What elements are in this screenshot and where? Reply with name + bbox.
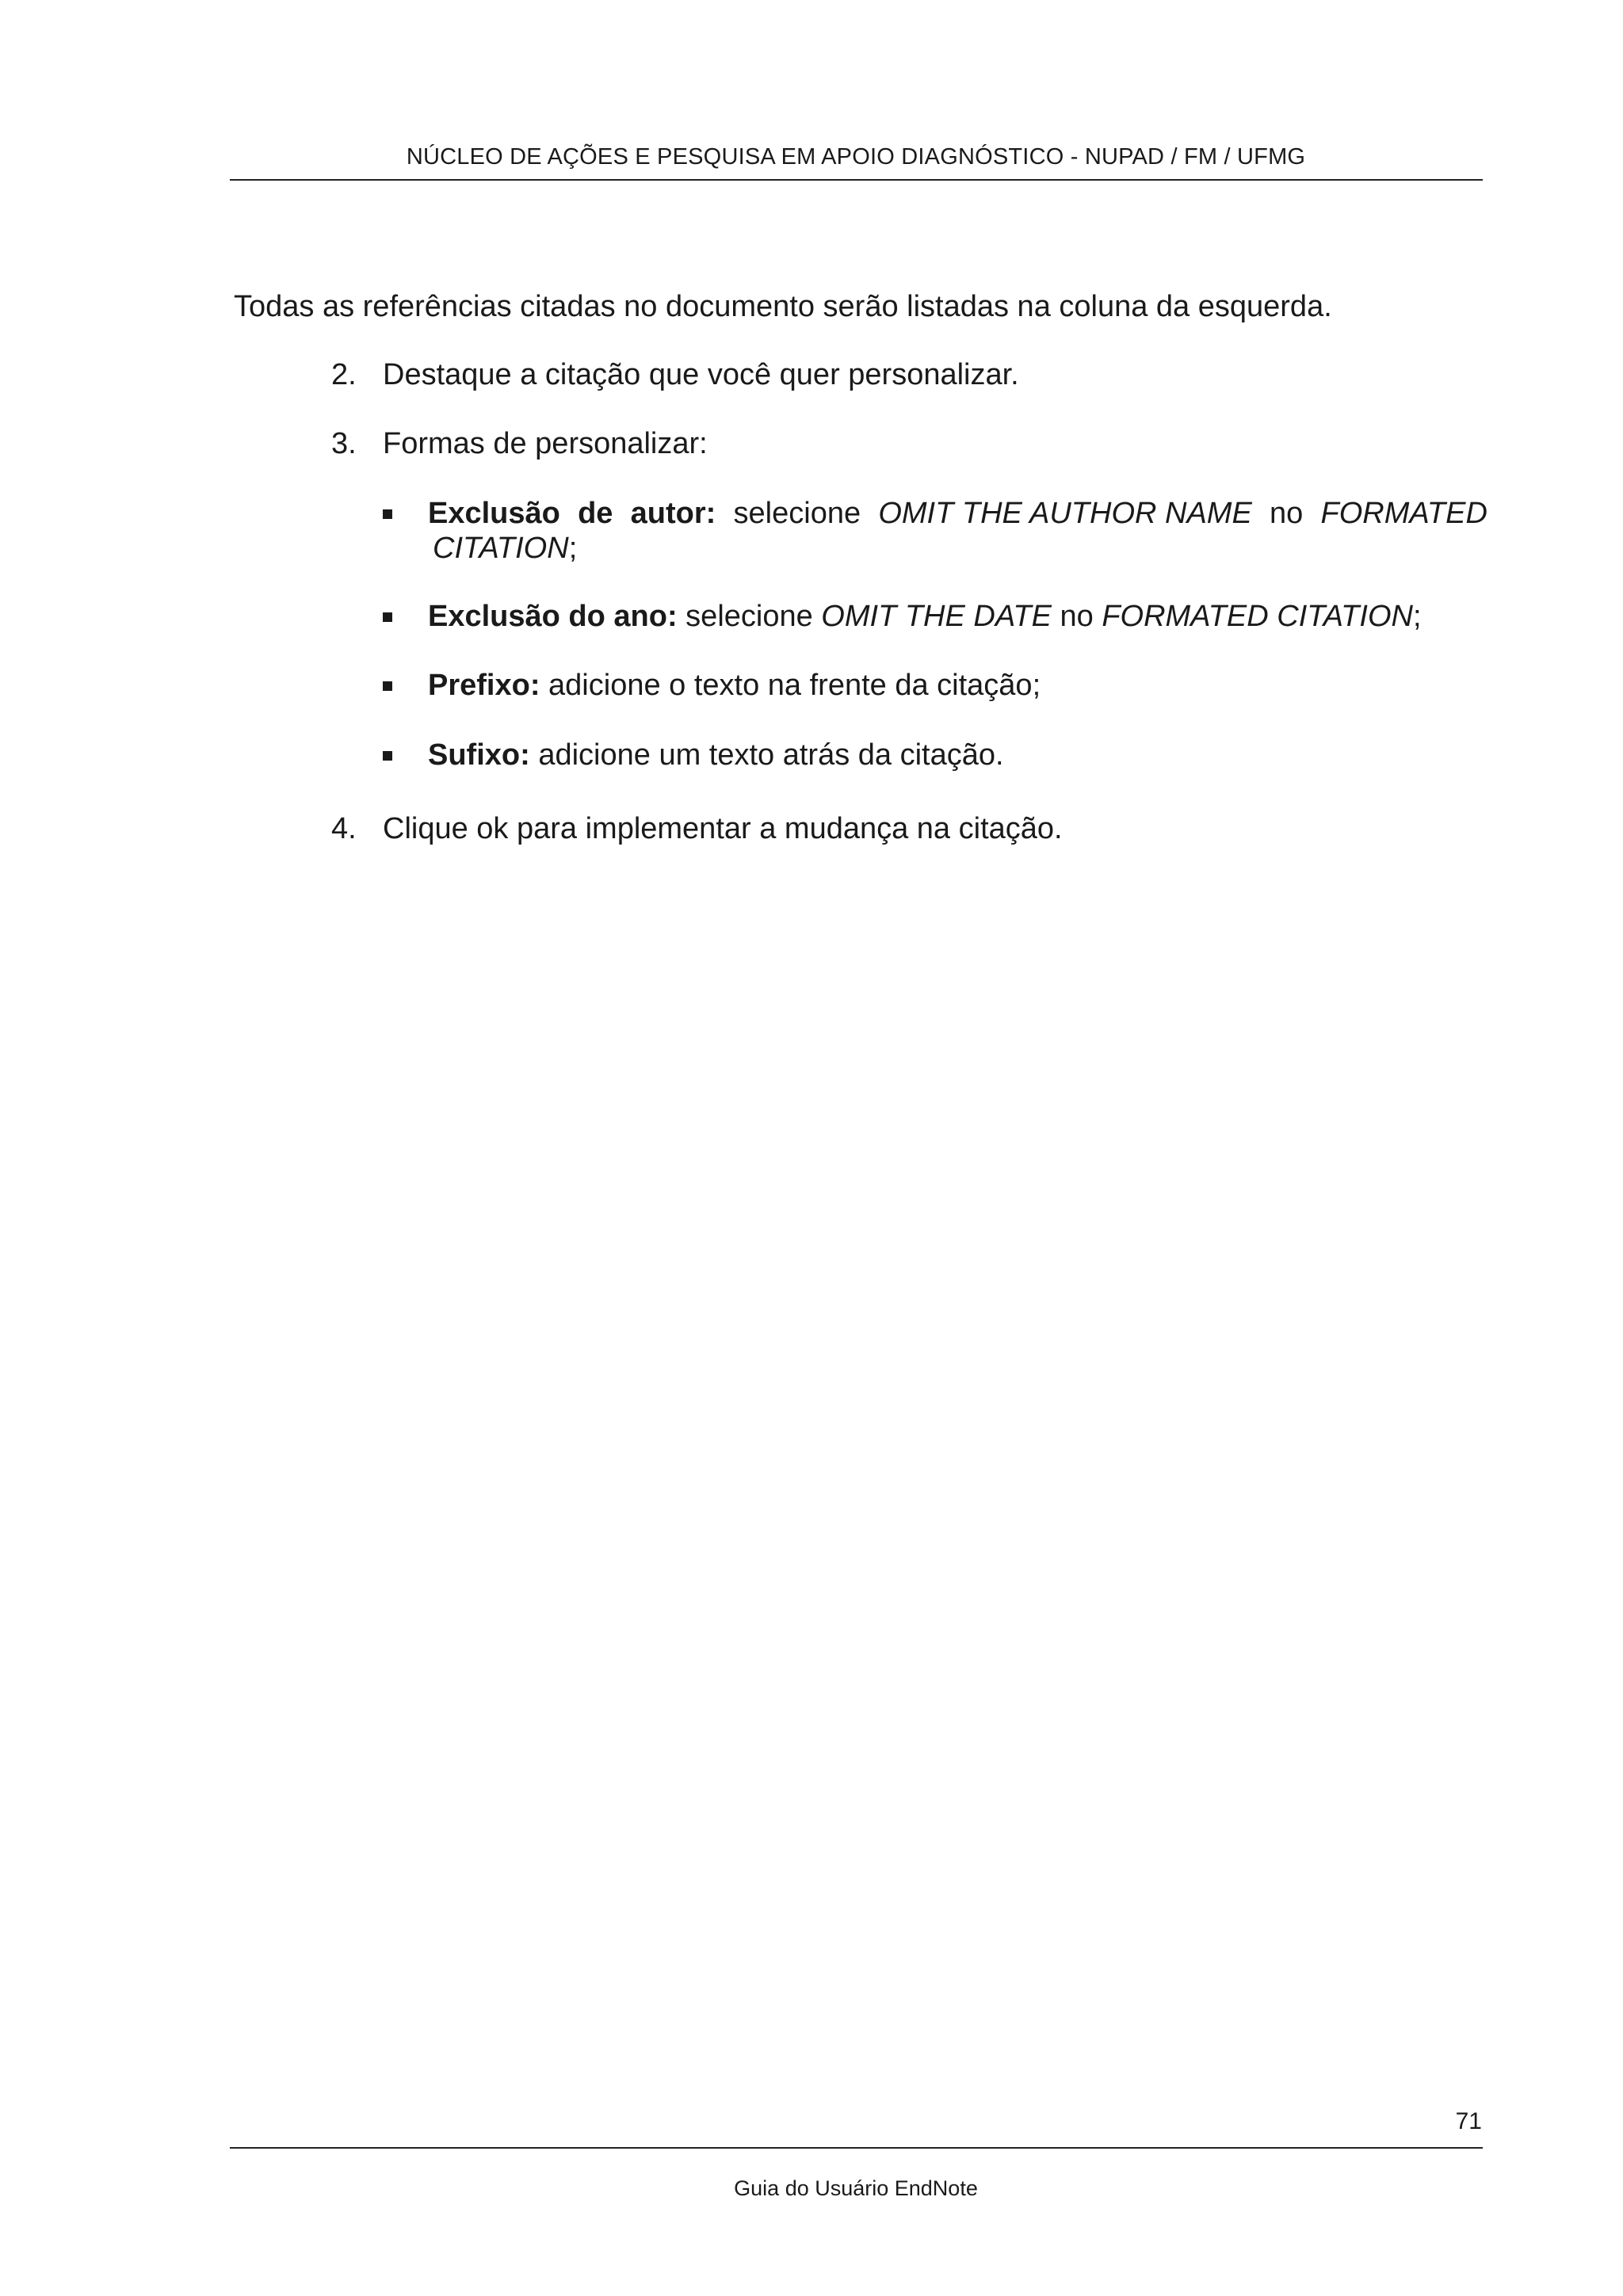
bullet-text: adicione o texto na frente da citação; [540,669,1041,702]
bullet-item-suffix [428,740,1004,770]
bullet-word: OMIT THE AUTHOR NAME [878,497,1252,530]
bullet-text: selecione [677,600,822,633]
page-footer: Guia do Usuário EndNote [734,2176,978,2200]
bullet-label: Exclusão do ano: [428,600,678,633]
header-divider [230,179,1483,181]
bullet-text: no [1051,600,1102,633]
bullet-word: selecione [733,497,861,530]
bullet-word: Exclusão [428,497,560,530]
bullet-label: Sufixo: [428,738,530,772]
bullet-italic: FORMATED CITATION [1102,600,1413,633]
square-bullet-icon [383,612,392,622]
bullet-italic: CITATION [433,532,569,565]
bullet-word: autor: [630,497,716,530]
bullet-word: FORMATED [1320,497,1487,530]
bullet-text: ; [1412,600,1422,633]
bullet-word: de [578,497,613,530]
bullet-label: Prefixo: [428,669,540,702]
page-number: 71 [1455,2108,1482,2134]
bullet-word: no [1270,497,1304,530]
bullet-text: adicione um texto atrás da citação. [529,738,1004,772]
step-number: 4. [331,812,357,845]
step-number: 2. [331,358,357,391]
page-header: NÚCLEO DE AÇÕES E PESQUISA EM APOIO DIAGNÓSTICO - NUPAD / FM / UFMG [406,144,1306,170]
bullet-continuation [433,533,577,563]
step-number: 3. [331,427,357,460]
bullet-item-year-exclusion [428,601,1422,631]
footer-divider [230,2147,1483,2149]
square-bullet-icon [383,751,392,761]
step-text: Destaque a citação que você quer personalizar. [383,358,1019,391]
square-bullet-icon [383,509,392,519]
bullet-italic: OMIT THE DATE [821,600,1052,633]
intro-paragraph: Todas as referências citadas no documento serão listadas na coluna da esquerda. [234,290,1332,323]
step-text: Clique ok para implementar a mudança na citação. [383,812,1063,845]
square-bullet-icon [383,681,392,691]
bullet-text: ; [568,532,578,565]
step-text: Formas de personalizar: [383,427,708,460]
bullet-item-author-exclusion [428,498,1487,528]
bullet-item-prefix [428,670,1041,700]
